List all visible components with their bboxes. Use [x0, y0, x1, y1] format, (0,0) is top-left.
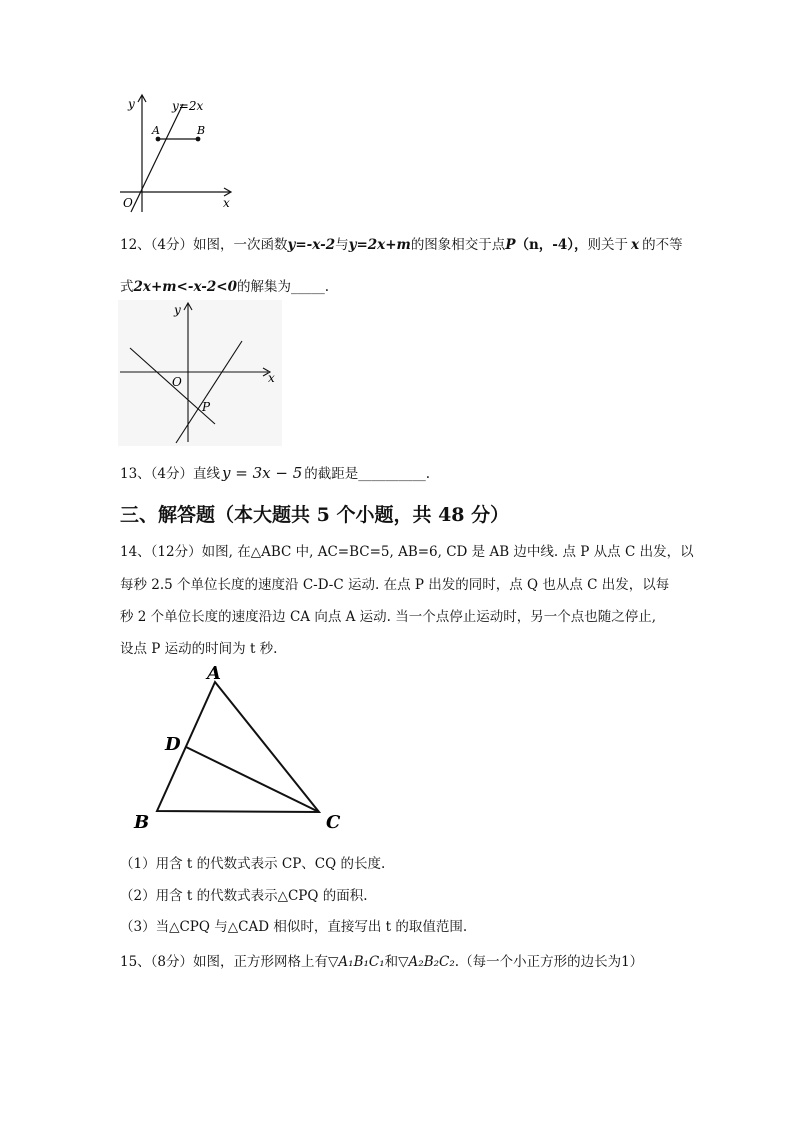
- y-axis-label: y: [174, 303, 181, 317]
- q12-function-2: y=2x+m: [348, 237, 411, 253]
- line-y-2x: [131, 104, 183, 212]
- q12-line2: [120, 275, 329, 295]
- q14-line1: 14、（12分）如图, 在△ABC 中, AC=BC=5, AB=6, CD 是 AB 边中线. 点 P 从点 C 出发，以: [120, 544, 694, 560]
- q15-triangle-1: ▽A₁B₁C₁: [328, 954, 385, 970]
- q13-line: [120, 462, 430, 482]
- q14-line2: 每秒 2.5 个单位长度的速度沿 C-D-C 运动. 在点 P 出发的同时，点 Q 也从点 C 出发，以每: [120, 577, 670, 593]
- figure-q14: [126, 660, 356, 838]
- q14-line3: 秒 2 个单位长度的速度沿边 CA 向点 A 运动. 当一个点停止运动时，另一个点也随之停止,: [120, 609, 657, 625]
- section-3-title: 三、解答题（本大题共 5 个小题，共 48 分）: [120, 504, 510, 526]
- point-p-label: P: [202, 400, 211, 414]
- q12-point-p: P: [505, 237, 516, 253]
- q14-subquestion-3: （3）当△CPQ 与△CAD 相似时，直接写出 t 的取值范围.: [120, 919, 468, 935]
- q12-function-1: y=-x-2: [287, 237, 336, 253]
- q15-text: 如图，正方形网格上有: [193, 954, 329, 970]
- q12-text: 如图，一次函数: [193, 237, 288, 253]
- q15-text: .（每一个小正方形的边长为1）: [454, 954, 644, 970]
- q15-number: 15、（8分）: [120, 954, 194, 970]
- q12-text: 与: [335, 237, 349, 253]
- q12-line1: [120, 233, 683, 253]
- vertex-c-label: C: [326, 812, 341, 833]
- q14-subquestion-1: （1）用含 t 的代数式表示 CP、CQ 的长度.: [120, 856, 386, 872]
- q15-triangle-2: ▽A₂B₂C₂: [398, 954, 455, 970]
- q13-text: 的截距是: [304, 466, 359, 482]
- q14-subquestion-2: （2）用含 t 的代数式表示△CPQ 的面积.: [120, 888, 368, 904]
- q12-var-x: x: [631, 237, 640, 253]
- q14-line4: 设点 P 运动的时间为 t 秒.: [120, 641, 278, 657]
- q15-text: 和: [384, 954, 399, 970]
- figure-q12: [118, 300, 282, 446]
- q12-number: 12、（4分）: [120, 237, 194, 253]
- q12-text: 的不等: [642, 237, 683, 253]
- origin-label: O: [123, 196, 133, 210]
- line-label: y=2x: [172, 99, 204, 113]
- vertex-b-label: B: [134, 812, 150, 833]
- figure-q11: [118, 92, 242, 214]
- x-axis-label: x: [268, 371, 275, 385]
- triangle-abc: [157, 682, 319, 812]
- y-axis-label: y: [128, 97, 135, 111]
- q12-text: 式: [120, 279, 134, 295]
- q12-text: .: [324, 279, 330, 295]
- q15-line: [120, 950, 643, 970]
- q12-point-coords: （n，-4），: [515, 237, 588, 253]
- q12-text: 则关于: [587, 237, 629, 253]
- q13-formula: y = 3x − 5: [222, 464, 303, 482]
- x-axis-label: x: [223, 196, 230, 210]
- vertex-a-label: A: [207, 663, 221, 684]
- q13-number: 13、（4分）: [120, 466, 194, 482]
- q13-text: 直线: [193, 466, 221, 482]
- point-a: [156, 137, 161, 142]
- origin-label: O: [172, 375, 182, 389]
- vertex-d-label: D: [165, 734, 181, 755]
- segment-cd: [186, 747, 319, 812]
- label-b: B: [197, 124, 206, 137]
- q12-inequality: 2x+m<-x-2<0: [133, 279, 237, 295]
- q13-answer-blank: __________: [358, 466, 426, 482]
- label-a: A: [152, 124, 160, 137]
- point-b: [196, 137, 201, 142]
- q12-answer-blank: _____: [290, 279, 325, 295]
- q12-text: 的解集为: [236, 279, 291, 295]
- q13-text: .: [425, 466, 431, 482]
- q12-text: 的图象相交于点: [410, 237, 506, 253]
